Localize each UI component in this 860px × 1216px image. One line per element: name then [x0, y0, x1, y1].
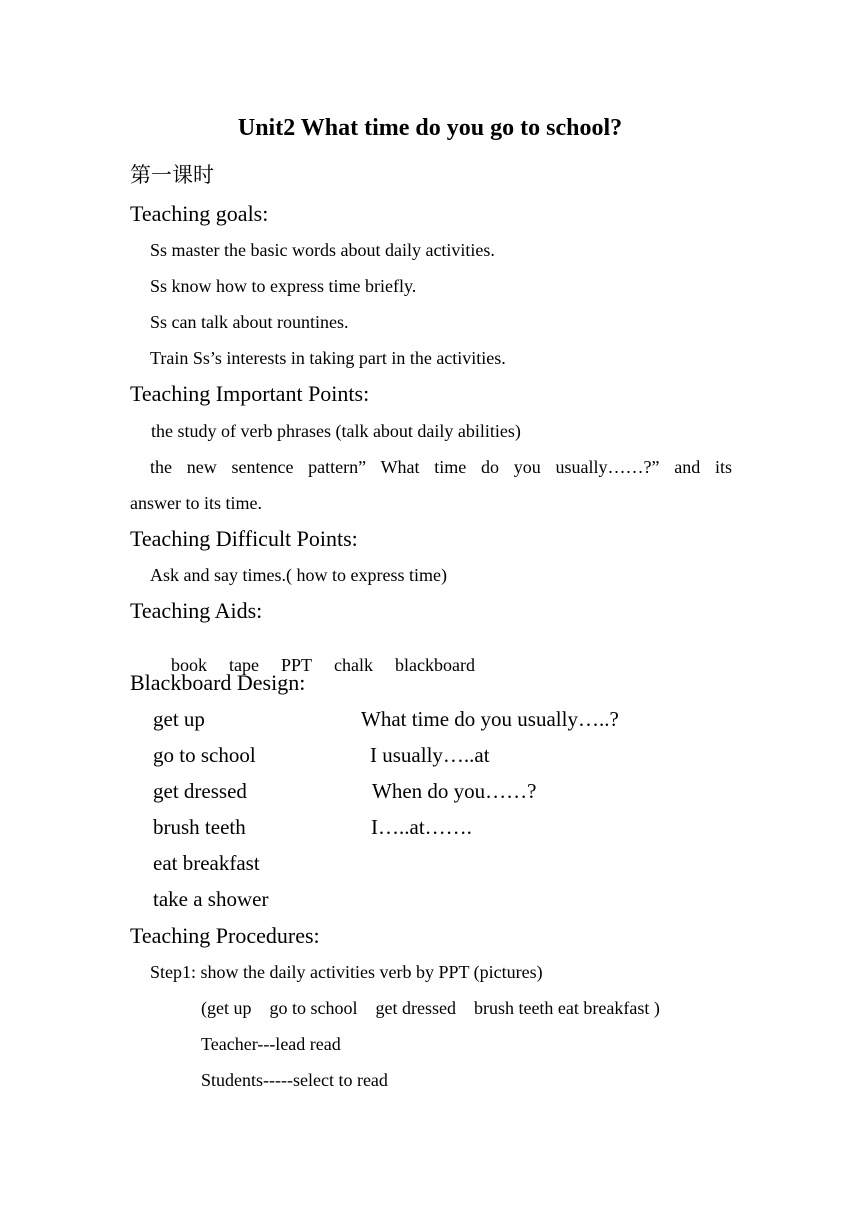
- goal-item: Ss master the basic words about daily activities.: [150, 240, 495, 260]
- procedures-heading: Teaching Procedures:: [130, 923, 320, 948]
- important-points-heading: Teaching Important Points:: [130, 381, 370, 406]
- blackboard-phrase: brush teeth: [153, 815, 246, 839]
- goal-item: Ss can talk about rountines.: [150, 312, 349, 332]
- important-point-continuation: answer to its time.: [130, 493, 262, 513]
- difficult-points-heading: Teaching Difficult Points:: [130, 526, 358, 551]
- aid-item: PPT: [280, 655, 313, 675]
- blackboard-phrase: eat breakfast: [153, 851, 260, 875]
- blackboard-sentence: I…..at…….: [371, 815, 472, 839]
- blackboard-sentence: I usually…..at: [370, 743, 490, 767]
- document-title: Unit2 What time do you go to school?: [237, 115, 623, 141]
- lesson-label: 第一课时: [130, 163, 214, 187]
- important-point-item: the study of verb phrases (talk about daily abilities): [151, 421, 521, 441]
- blackboard-phrase: get up: [153, 707, 205, 731]
- aid-item: tape: [229, 655, 259, 675]
- blackboard-phrase: go to school: [153, 743, 256, 767]
- goal-item: Train Ss’s interests in taking part in the activities.: [150, 348, 506, 368]
- aid-item: blackboard: [395, 655, 475, 675]
- blackboard-phrase: take a shower: [153, 887, 269, 911]
- difficult-point-item: Ask and say times.( how to express time): [150, 565, 447, 585]
- blackboard-phrase: get dressed: [153, 779, 247, 803]
- goal-item: Ss know how to express time briefly.: [150, 276, 417, 296]
- procedure-step: Step1: show the daily activities verb by PPT (pictures): [150, 962, 543, 982]
- goals-heading: Teaching goals:: [130, 201, 269, 226]
- aid-item: book: [171, 655, 207, 675]
- procedure-substep: Students-----select to read: [201, 1070, 388, 1090]
- aid-item: chalk: [334, 655, 373, 675]
- procedure-substep: Teacher---lead read: [201, 1034, 341, 1054]
- blackboard-sentence: When do you……?: [372, 779, 537, 803]
- procedure-substep: (get up go to school get dressed brush teeth eat breakfast ): [201, 998, 660, 1018]
- blackboard-heading: Blackboard Design:: [130, 670, 306, 695]
- aids-heading: Teaching Aids:: [130, 598, 263, 623]
- blackboard-sentence: What time do you usually…..?: [361, 707, 619, 731]
- important-point-item: the new sentence pattern” What time do you usually……?” and its: [150, 457, 732, 477]
